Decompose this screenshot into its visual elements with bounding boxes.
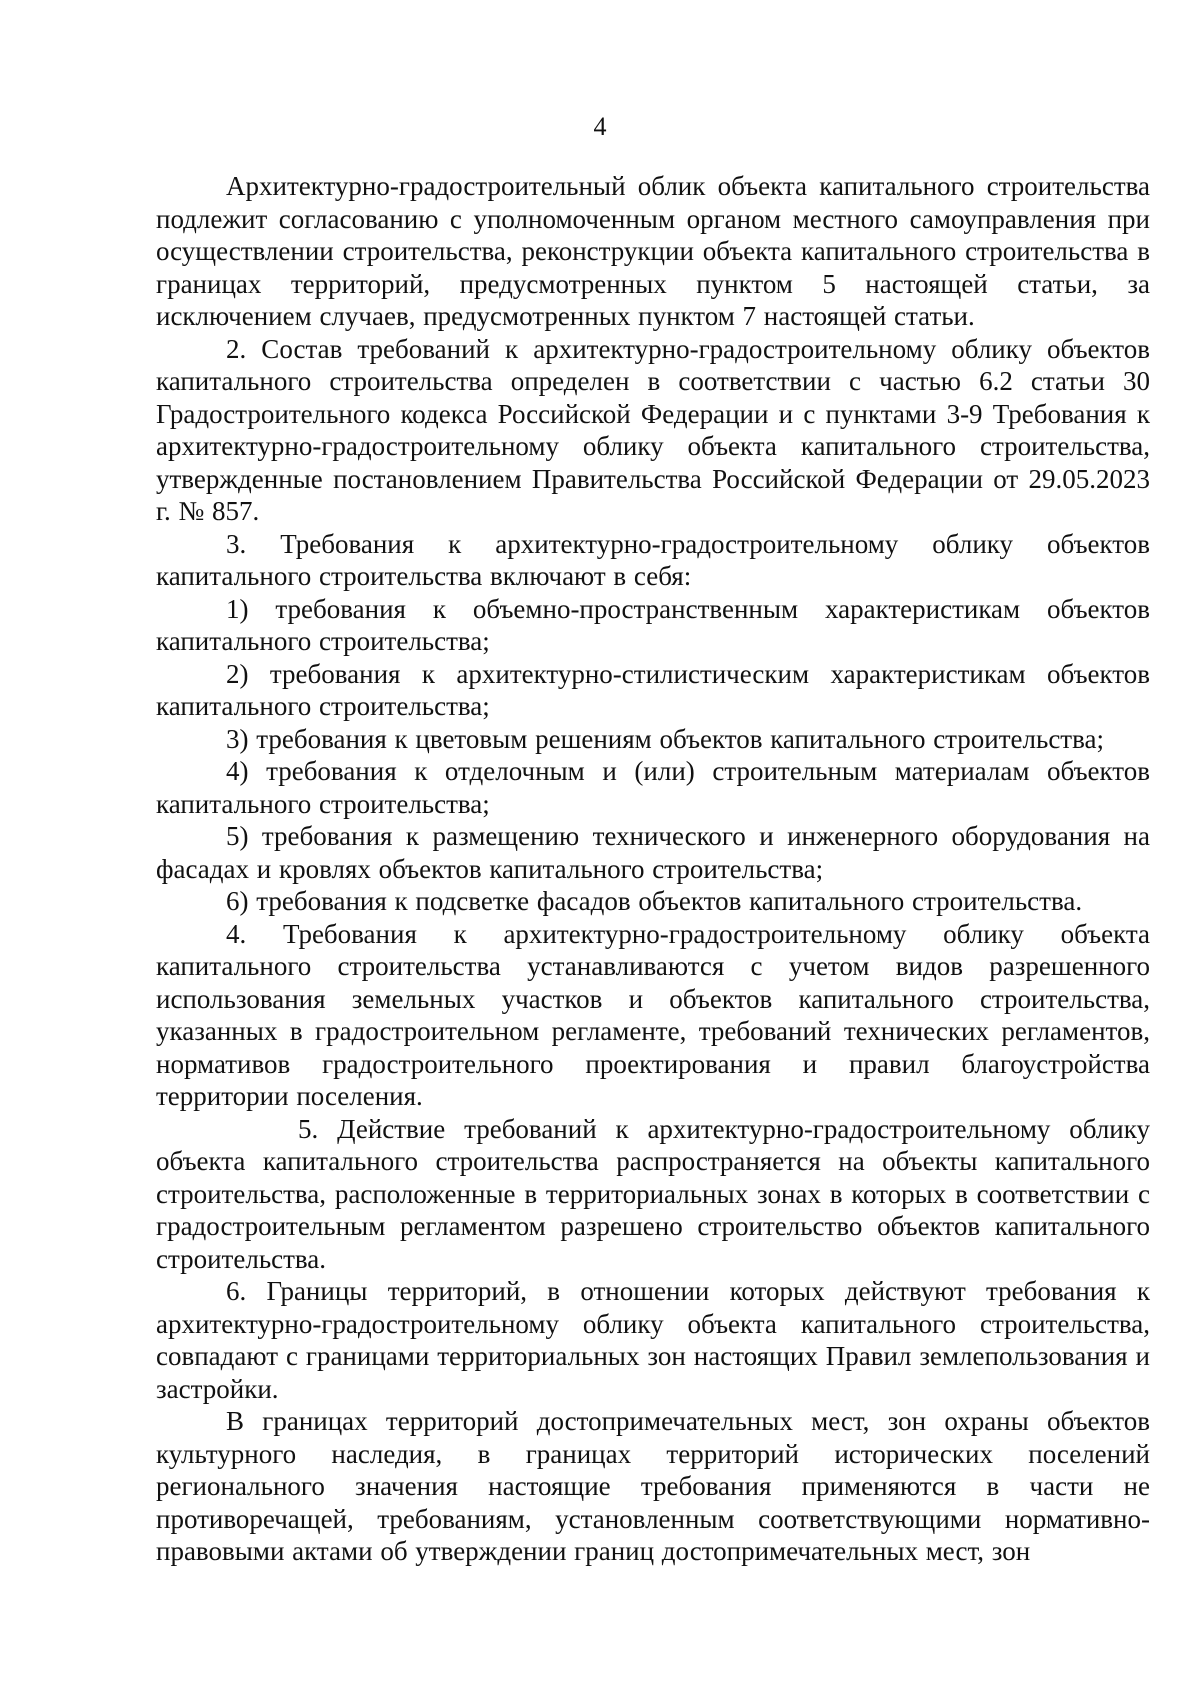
paragraph-facade-approval: Архитектурно-градостроительный облик объекта капитального строительства подлежит согласованию с уполномоченным органом местного самоуправления при осуществлении строительства, реконструкции объекта капитального строительства в границах территорий, предусмотренных пунктом 5 настоящей статьи, за исключением случаев, предусмотренных пунктом 7 настоящей статьи. (156, 171, 1150, 331)
paragraph-6-boundaries: 6. Границы территорий, в отношении которых действуют требования к архитектурно-градостроительному облику объекта капитального строительства, совпадают с границами территориальных зон настоящих Правил землепользования и застройки. (156, 1276, 1150, 1404)
list-item-3-color: 3) требования к цветовым решениям объектов капитального строительства; (226, 723, 1104, 754)
paragraph-4-established: 4. Требования к архитектурно-градостроительному облику объекта капитального строительства устанавливаются с учетом видов разрешенного использования земельных участков и объектов капитального строительства, указанных в градостроительном регламенте, требований технических регламентов, нормативов градостроительного проектирования и правил благоустройства территории поселения. (156, 918, 1150, 1111)
list-item-5-equipment: 5) требования к размещению технического и инженерного оборудования на фасадах и кровлях объектов капитального строительства; (156, 821, 1150, 884)
paragraph-3-requirements-include: 3. Требования к архитектурно-градостроительному облику объектов капитального строительства включают в себя: (156, 528, 1150, 591)
list-item-6-lighting: 6) требования к подсветке фасадов объектов капитального строительства. (226, 886, 1083, 916)
document-body (156, 170, 1150, 1568)
list-item-2-stylistic: 2) требования к архитектурно-стилистическим характеристикам объектов капитального строительства; (156, 658, 1150, 721)
list-item-1-volume-spatial: 1) требования к объемно-пространственным характеристикам объектов капитального строительства; (156, 593, 1150, 656)
paragraph-heritage-territories: В границах территорий достопримечательных мест, зон охраны объектов культурного наследия, в границах территорий исторических поселений регионального значения настоящие требования применяются в части не противоречащей, требованиям, установленным соответствующими нормативно-правовыми актами об утверждении границ достопримечательных мест, зон (156, 1406, 1150, 1566)
paragraph-2-requirements-composition: 2. Состав требований к архитектурно-градостроительному облику объектов капитального строительства определен в соответствии с частью 6.2 статьи 30 Градостроительного кодекса Российской Федерации и с пунктами 3-9 Требования к архитектурно-градостроительному облику объекта капитального строительства, утвержденные постановлением Правительства Российской Федерации от 29.05.2023 г. № 857. (156, 333, 1150, 526)
paragraph-5-scope: 5. Действие требований к архитектурно-градостроительному облику объекта капитального строительства распространяется на объекты капитального строительства, расположенные в территориальных зонах в которых в соответствии с градостроительным регламентом разрешено строительство объектов капитального строительства. (156, 1113, 1150, 1274)
list-item-4-materials: 4) требования к отделочным и (или) строительным материалам объектов капитального строительства; (156, 756, 1150, 819)
page-number: 4 (593, 112, 607, 141)
